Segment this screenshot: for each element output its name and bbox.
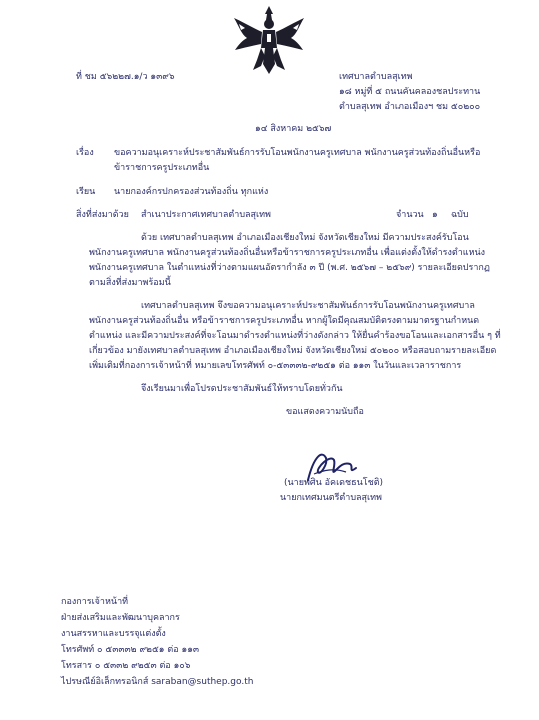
- paragraph-2-line-1: เทศบาลตำบลสุเทพ จึงขอความอนุเคราะห์ประชาสัมพันธ์การรับโอนพนักงานครูเทศบาล: [141, 301, 475, 311]
- enclosure-value: สำเนาประกาศเทศบาลตำบลสุเทพ: [141, 210, 271, 220]
- paragraph-1-line-1: ด้วย เทศบาลตำบลสุเทพ อำเภอเมืองเชียงใหม่ จังหวัดเชียงใหม่ มีความประสงค์รับโอน: [141, 233, 469, 243]
- footer-fax: โทรสาร ๐ ๕๓๓๒ ๙๒๕๓ ต่อ ๑๐๖: [61, 661, 191, 671]
- subject-label: เรื่อง: [76, 148, 94, 158]
- footer-department: กองการเจ้าหน้าที่: [61, 597, 129, 607]
- org-name: เทศบาลตำบลสุเทพ: [339, 72, 413, 82]
- paragraph-1-line-3: พนักงานครูเทศบาล ในตำแหน่งที่ว่างตามแผนอัตรากำลัง ๓ ปี (พ.ศ. ๒๕๖๗ – ๒๕๖๙) รายละเอียดปรากฏ: [89, 263, 490, 273]
- paragraph-2-line-5: เพิ่มเติมที่กองการเจ้าหน้าที่ หมายเลขโทรศัพท์ ๐-๕๓๓๓๒-๙๒๕๑ ต่อ ๑๑๓ ในวันและเวลาราชการ: [89, 361, 462, 371]
- footer-email: ไปรษณีย์อิเล็กทรอนิกส์ saraban@suthep.go.th: [61, 677, 254, 687]
- footer-section: งานสรรหาและบรรจุแต่งตั้ง: [61, 629, 166, 639]
- letter-date: ๑๔ สิงหาคม ๒๕๖๗: [255, 124, 332, 134]
- signer-name: (นายพศิน อัคเดชธนโชติ): [284, 478, 384, 488]
- paragraph-1-line-4: ตามสิ่งที่ส่งมาพร้อมนี้: [89, 278, 171, 288]
- recipient-label: เรียน: [76, 187, 96, 197]
- subject-line-2: ข้าราชการครูประเภทอื่น: [114, 163, 210, 173]
- enclosure-unit: ฉบับ: [451, 210, 469, 220]
- footer-phone: โทรศัพท์ ๐ ๕๓๓๓๒ ๙๒๕๑ ต่อ ๑๑๓: [61, 645, 200, 655]
- recipient-value: นายกองค์กรปกครองส่วนท้องถิ่น ทุกแห่ง: [114, 187, 269, 197]
- paragraph-2-line-3: ตำแหน่ง และมีความประสงค์ที่จะโอนมาดำรงตำแหน่งที่ว่างดังกล่าว ให้ยื่นคำร้องขอโอนและเอกสารอื่น ๆ ที่: [89, 331, 501, 341]
- enclosure-qty-label: จำนวน: [396, 210, 424, 220]
- signer-title: นายกเทศมนตรีตำบลสุเทพ: [280, 493, 382, 503]
- closing-salutation: ขอแสดงความนับถือ: [286, 407, 364, 417]
- closing-request: จึงเรียนมาเพื่อโปรดประชาสัมพันธ์ให้ทราบโดยทั่วกัน: [141, 384, 343, 394]
- enclosure-qty: ๑: [432, 210, 438, 220]
- subject-line-1: ขอความอนุเคราะห์ประชาสัมพันธ์การรับโอนพนักงานครูเทศบาล พนักงานครูส่วนท้องถิ่นอื่นหรือ: [114, 148, 481, 158]
- footer-division: ฝ่ายส่งเสริมและพัฒนาบุคลากร: [61, 613, 180, 623]
- org-address-line1: ๑๘ หมู่ที่ ๕ ถนนคันคลองชลประทาน: [339, 87, 481, 97]
- enclosure-label: สิ่งที่ส่งมาด้วย: [76, 210, 129, 220]
- paragraph-2-line-2: พนักงานครูส่วนท้องถิ่นอื่น หรือข้าราชการครูประเภทอื่น หากผู้ใดมีคุณสมบัติตรงตามมาตรฐานกำหนด: [89, 316, 480, 326]
- garuda-emblem-icon: [231, 4, 307, 76]
- paragraph-2-line-4: เกี่ยวข้อง มายังเทศบาลตำบลสุเทพ อำเภอเมืองเชียงใหม่ จังหวัดเชียงใหม่ ๕๐๒๐๐ หรือสอบถามรายละเอียด: [89, 346, 497, 356]
- paragraph-1-line-2: พนักงานครูเทศบาล พนักงานครูส่วนท้องถิ่นอื่นหรือข้าราชการครูประเภทอื่น เพื่อแต่งตั้งให้ดำรงตำแหน่ง: [89, 248, 486, 258]
- org-address-line2: ตำบลสุเทพ อำเภอเมืองฯ ชม ๕๐๒๐๐: [339, 102, 481, 112]
- reference-number: ที่ ชม ๕๖๒๒๗.๑/ว ๑๓๙๖: [76, 72, 175, 82]
